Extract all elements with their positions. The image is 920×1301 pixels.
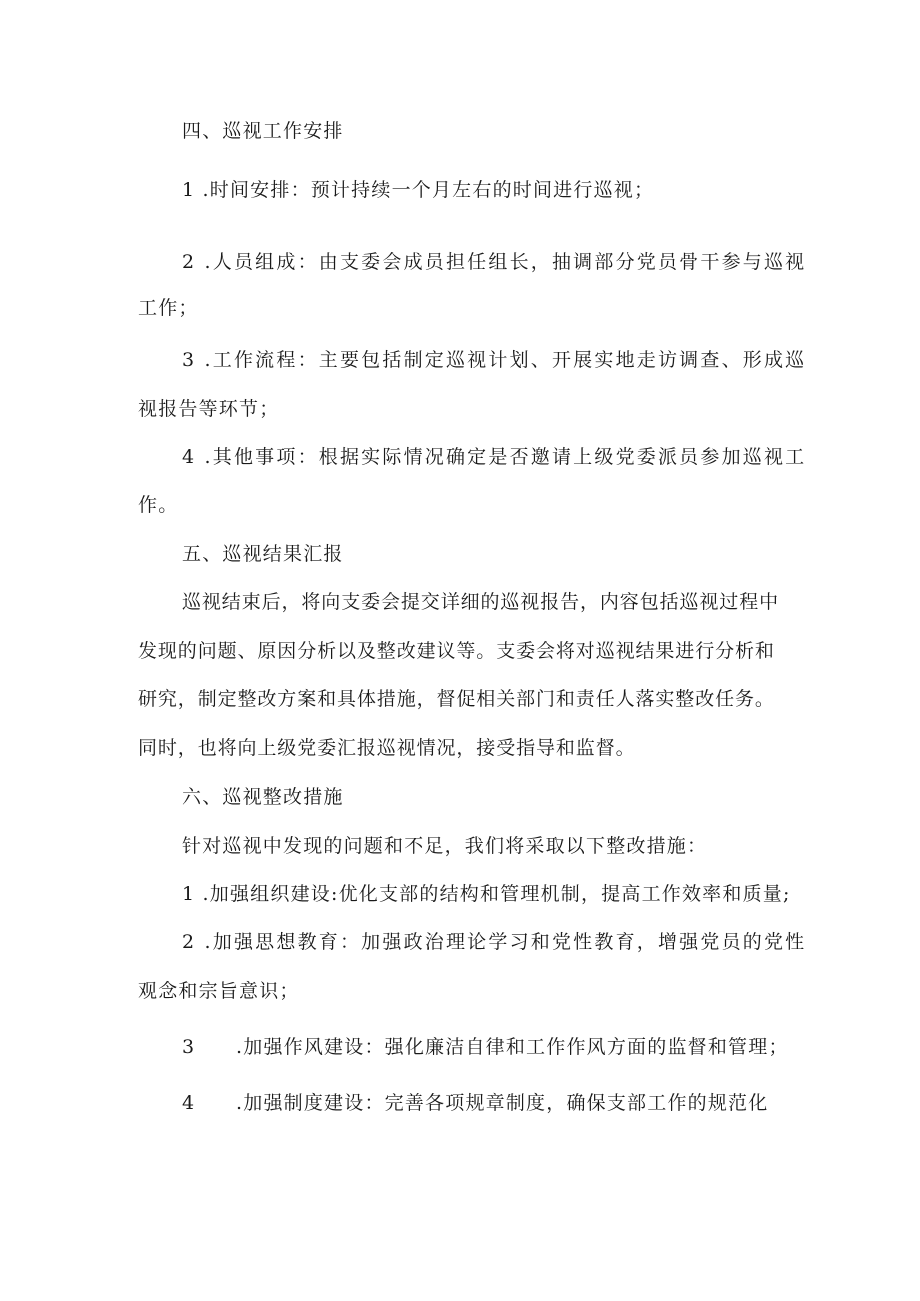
list-item-number: 4 [182, 1092, 196, 1114]
section-heading: 五、巡视结果汇报 [182, 543, 344, 565]
list-item-continuation: 作。 [138, 494, 179, 516]
list-item: 1 .加强组织建设:优化支部的结构和管理机制，提高工作效率和质量; [182, 883, 791, 905]
list-item: 1 .时间安排：预计持续一个月左右的时间进行巡视； [182, 179, 655, 201]
list-item-number: 3 [182, 1036, 196, 1058]
paragraph-line: 研究，制定整改方案和具体措施，督促相关部门和责任人落实整改任务。 [138, 688, 775, 710]
paragraph-line: 发现的问题、原因分析以及整改建议等。支委会将对巡视结果进行分析和 [138, 640, 775, 662]
section-heading: 六、巡视整改措施 [182, 786, 344, 808]
paragraph-line: 针对巡视中发现的问题和不足，我们将采取以下整改措施： [182, 835, 708, 857]
list-item: 2 .加强思想教育：加强政治理论学习和党性教育，增强党员的党性 [182, 931, 807, 953]
paragraph-line: 同时，也将向上级党委汇报巡视情况，接受指导和监督。 [138, 737, 636, 759]
section-heading: 四、巡视工作安排 [182, 120, 344, 142]
list-item: .加强作风建设：强化廉洁自律和工作作风方面的监督和管理； [236, 1036, 789, 1058]
list-item: .加强制度建设：完善各项规章制度，确保支部工作的规范化 [236, 1092, 769, 1114]
list-item-continuation: 观念和宗旨意识； [138, 980, 300, 1002]
paragraph-line: 巡视结束后，将向支委会提交详细的巡视报告，内容包括巡视过程中 [182, 591, 780, 613]
list-item: 2 .人员组成：由支委会成员担任组长，抽调部分党员骨干参与巡视 [182, 251, 807, 273]
list-item: 3 .工作流程：主要包括制定巡视计划、开展实地走访调查、形成巡 [182, 349, 807, 371]
list-item: 4 .其他事项：根据实际情况确定是否邀请上级党委派员参加巡视工 [182, 446, 807, 468]
list-item-continuation: 视报告等环节； [138, 398, 280, 420]
list-item-continuation: 工作； [138, 297, 199, 319]
